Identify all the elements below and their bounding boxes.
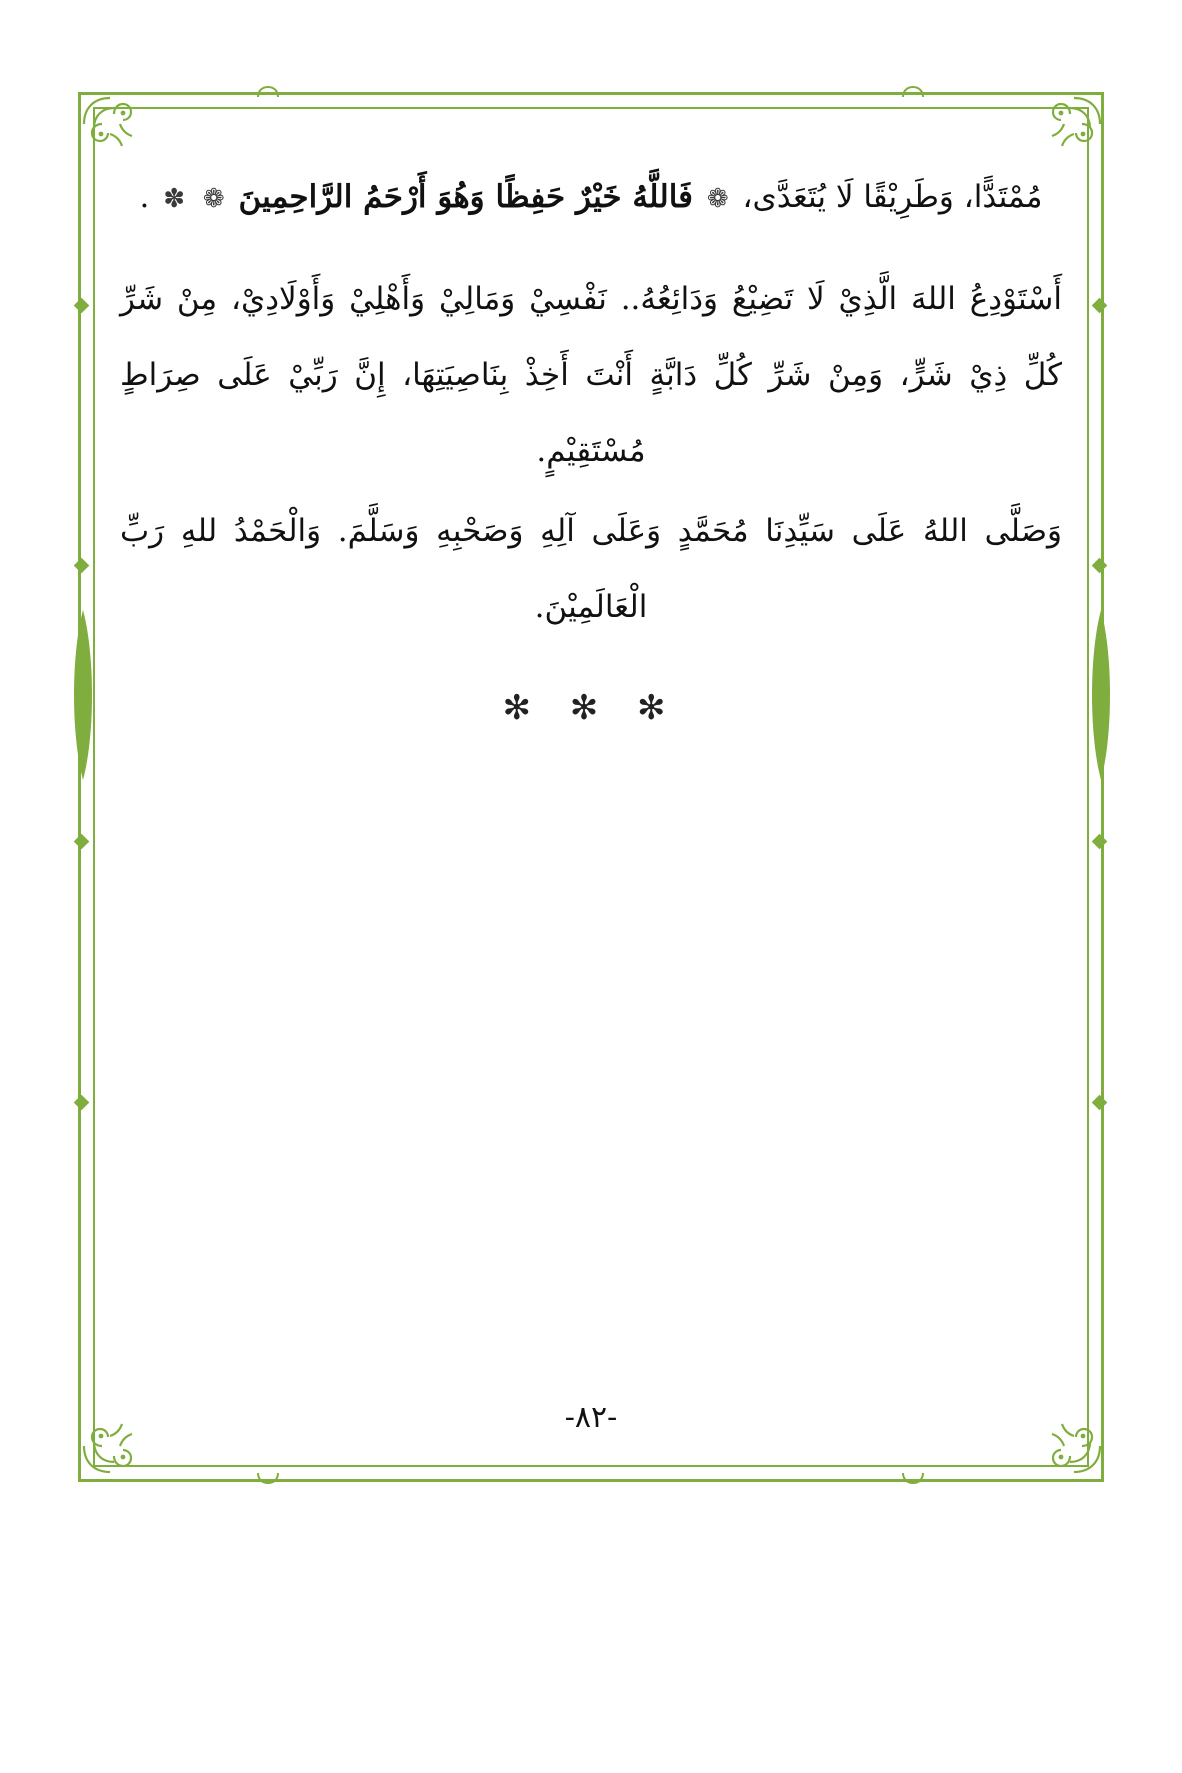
bottom-rule-ornament-icon <box>255 1460 281 1490</box>
section-divider: ✻ ✻ ✻ <box>502 687 680 728</box>
ornament-open-icon: ❁ <box>706 184 729 214</box>
leaf-ornament-icon <box>1084 600 1118 790</box>
paragraph-salawat: وَصَلَّى اللهُ عَلَى سَيِّدِنَا مُحَمَّدٍ وَعَلَى آلِهِ وَصَحْبِهِ وَسَلَّمَ. وَالْحَمْدُ للهِ رَبِّ الْعَالَمِيْنَ. <box>120 512 1062 625</box>
page-number: -٨٢- <box>564 1400 618 1435</box>
paragraph-quran-closing <box>120 160 1062 236</box>
ornament-close-icon: ❁ <box>202 184 225 214</box>
paragraph-supplication: أَسْتَوْدِعُ اللهَ الَّذِيْ لَا تَضِيْعُ وَدَائِعُهُ.. نَفْسِيْ وَمَالِيْ وَأَهْلِيْ وَأَوْلَادِيْ، مِنْ شَرِّ كُلِّ ذِيْ شَرٍّ، وَمِنْ شَرِّ كُلِّ دَابَّةٍ أَنْتَ أَخِذْ بِنَاصِيَتِهَا، إِنَّ رَبِّيْ عَلَى صِرَاطٍ مُسْتَقِيْمٍ. <box>120 280 1062 469</box>
top-rule-ornament-icon <box>255 84 281 114</box>
bottom-rule-ornament-icon <box>900 1460 926 1490</box>
document-body <box>120 160 1062 728</box>
quran-verse-text: فَاللَّهُ خَيْرٌ حَفِظًا وَهُوَ أَرْحَمُ الرَّاحِمِينَ <box>238 179 693 215</box>
top-rule-ornament-icon <box>900 84 926 114</box>
paragraph-text-after: . <box>139 179 150 215</box>
aya-mark-icon: ✽ <box>163 184 186 214</box>
paragraph-text-before: مُمْتَدًّا، وَطَرِيْقًا لَا يُتَعَدَّى، <box>742 179 1043 215</box>
leaf-ornament-icon <box>66 600 100 790</box>
